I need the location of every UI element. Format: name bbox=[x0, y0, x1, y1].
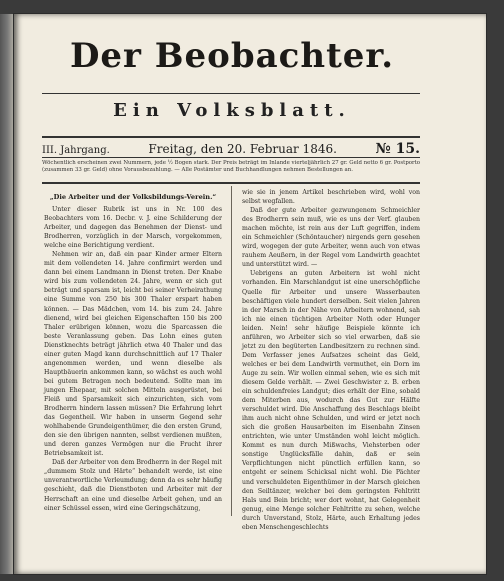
masthead-title: Der Beobachter. bbox=[69, 36, 395, 76]
issue-number: № 15. bbox=[375, 141, 420, 157]
article-paragraph: Uebrigens an guten Arbeitern ist wohl nicht vorhanden. Ein Marschlandgut ist eine unerschöpfliche Quelle für Arbeiter und unsere Wasserbauten beschäftigen viele hundert derselben. Seit vielen Jahren in der Marsch in der Nähe von Arbeitern wohnend, sah ich nie einen tüchtigen Arbeiter Noth oder Hunger leiden. Nein! sehr häufige Beispiele könnte ich anführen, wo Arbeiter sich so viel erwarben, daß sie jetzt zu den begüterten Landbesitzern zu rechnen sind. Dem Verfasser jenes Aufsatzes scheint das Geld, welches er bei dem Landwirth vermuthet, ein Dorn im Auge zu sein. Wir wollen einmal sehen, wie es sich mit diesem Gelde verhält. — Zwei Geschwister z. B. erben ein schuldenfreies Landgut; dies erhält der Eine, sobald dem Miterben aus, wodurch das Gut zur Hälfte verschuldet wird. Die Anschaffung des Beschlags bleibt ihm auch nicht ohne Schulden, und wird er jetzt noch sich die großen Hausarbeiten im Eisenbahn Zinsen entrichten, wie unter Umständen wohl leicht möglich. Kommt es nun durch Mißwachs, Viehsterben oder sonstige Unglücksfälle dahin, daß er sein Verpflichtungen nicht pünctlich erfüllen kann, so entgeht er seinem Schicksal nicht wohl. Die Pächter und verschuldeten Eigenthümer in der Marsch gleichen den Seiltänzer, welcher bei dem geringsten Fehltritt Hals und Bein bricht; wer dort wohnt, hat Gelegenheit genug, eine Menge solcher Fehltritte zu sehen, welche durch Unverstand, Stolz, Härte, auch Erhaltung jedes eben Menschengeschlechts bbox=[242, 270, 420, 531]
header-rule-top bbox=[42, 136, 420, 138]
subscription-terms: Wöchentlich erscheinen zwei Nummern, jede ½ Bogen stark. Der Preis beträgt im Inlande vierteljährlich 27 gr. Geld netto 6 gr. Postporto (zusammen 33 gr. Geld) ohne Vorausbezahlung. — Alle Postämter und Buchhandlungen nehmen Bestellungen an. bbox=[42, 160, 420, 173]
issue-line bbox=[42, 141, 420, 157]
volume-label: III. Jahrgang. bbox=[42, 145, 110, 156]
issue-date: Freitag, den 20. Februar 1846. bbox=[148, 142, 337, 156]
article-paragraph: Unter dieser Rubrik ist uns in Nr. 100 des Beobachters vom 16. Decbr. v. J. eine Schilderung der Arbeiter, und dagegen das Benehmen der Dienst- und Brodherren, vorzüglich in der Marsch, vorgekommen, welche eine Berichtigung verdient. bbox=[44, 206, 222, 250]
header-rule-mid bbox=[42, 157, 420, 158]
header-rule-bottom bbox=[42, 182, 420, 184]
masthead-rule bbox=[42, 93, 420, 94]
column-divider bbox=[231, 186, 232, 516]
column-right bbox=[242, 188, 420, 532]
masthead-subtitle: Ein Volksblatt. bbox=[113, 100, 351, 121]
article-paragraph: wie sie in jenem Artikel beschrieben wird, wohl von selbst wegfallen. bbox=[242, 189, 420, 206]
article-paragraph: Nehmen wir an, daß ein paar Kinder armer Eltern mit dem vollendeten 14. Jahre confirmirt werden und dann bei einem Landmann in Dienst treten. Der Knabe wird bis zum vollendeten 24. Jahre, wenn er sich gut beträgt und sparsam ist, leicht bei seiner Verheirathung eine Summe von 250 bis 300 Thaler erspart haben können. — Das Mädchen, vom 14. bis zum 24. Jahre dienend, wird bei gleichen Eigenschaften 150 bis 200 Thaler erübrigen können, wozu die Sparcassen die beste Veranlassung geben. Das Lohn eines guten Dienstknechts beträgt jährlich etwa 40 Thaler und das einer guten Magd kann durchschnittlich auf 17 Thaler angenommen werden, und wenn dieselbe als Hauptbäuerin ankommen kann, so wächst es auch wohl bei gutem Betragen noch bedeutend. Sollte man im jungen Ehepaar, mit solchen Mitteln ausgerüstet, bei Fleiß und Sparsamkeit sich einzurichten, sich vom Brodherrn hindern lassen müssen? Die Erfahrung lehrt das Gegentheil. Wir haben in unserm Gegend sehr wohlhabende Grundeigenthümer, die den ersten Grund, den sie den übrigen nannten, selbst verdienen mußten, und deren ganzes Vermögen nur die Frucht ihrer Betriebsamkeit ist. bbox=[44, 251, 222, 458]
article-paragraph: Daß der gute Arbeiter gezwungenem Schmeichler des Brodherrn sein muß, wie es uns der Verf. glauben machen möchte, ist rein aus der Luft gegriffen, indem ein Schmeichler (Schöntaucher) nirgends gern gesehen wird, wogegen der gute Arbeiter, wenn auch von etwas rauhem Aeußern, in der Regel vom Landwirth geachtet und unterstützt wird. — bbox=[242, 207, 420, 269]
column-left bbox=[44, 188, 222, 513]
article-paragraph: Daß der Arbeiter von dem Brodherrn in der Regel mit „dummem Stolz und Härte“ behandelt werde, ist eine unverantwortliche Verleumdung; denn da es sehr häufig geschieht, daß die Dienstboten und Arbeiter mit der Herrschaft an eine und dieselbe Arbeit gehen, und an einer Schüssel essen, wird eine Geringschätzung, bbox=[44, 459, 222, 512]
article-heading: „Die Arbeiter und der Volksbildungs-Verein.“ bbox=[49, 193, 217, 201]
